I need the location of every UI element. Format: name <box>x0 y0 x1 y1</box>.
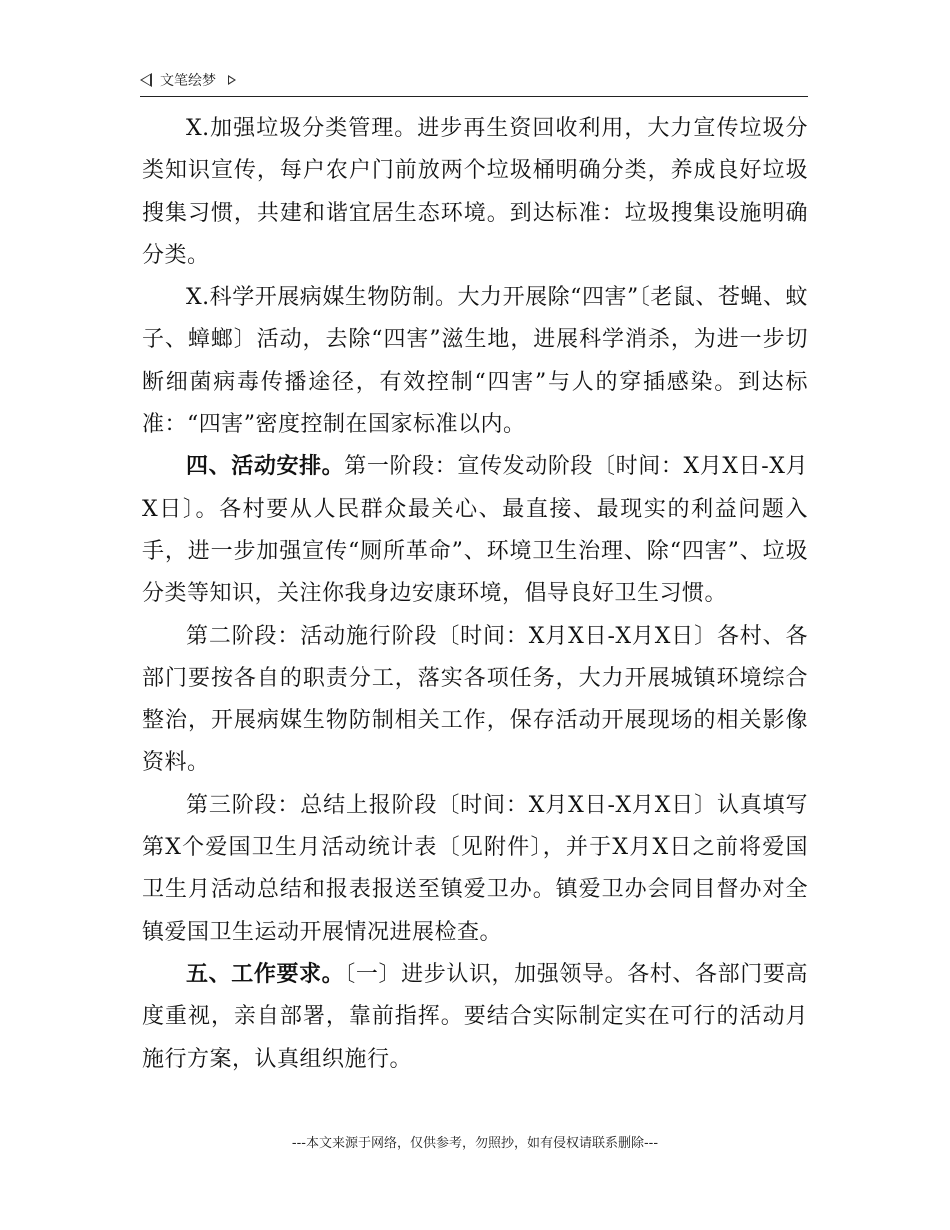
paragraph-work-requirements <box>142 954 808 1081</box>
section-heading-activity-arrangement: 四、活动安排。 <box>186 454 345 480</box>
page-footer-disclaimer: ---本文来源于网络，仅供参考，勿照抄，如有侵权请联系删除--- <box>291 1136 659 1151</box>
page-header <box>140 70 808 97</box>
paragraph-vector-control <box>142 277 808 446</box>
paragraph-activity-arrangement <box>142 446 808 615</box>
paragraph-text: X.科学开展病媒生物防制。大力开展除“四害”〔老鼠、苍蝇、蚊子、蟑螂〕活动，去除“四害”滋生地，进展科学消杀，为进一步切断细菌病毒传播途径，有效控制“四害”与人的穿插感染。到达标准：“四害”密度控制在国家标准以内。 <box>142 285 808 438</box>
paragraph-phase-two <box>142 616 808 785</box>
paragraph-text: 第三阶段：总结上报阶段〔时间：X月X日-X月X日〕认真填写第X个爱国卫生月活动统计表〔见附件〕，并于X月X日之前将爱国卫生月活动总结和报表报送至镇爱卫办。镇爱卫办会同目督办对全镇爱国卫生运动开展情况进展检查。 <box>142 792 808 945</box>
paragraph-text: 〔一〕进步认识，加强领导。各村、各部门要高度重视，亲自部署，靠前指挥。要结合实际制定实在可行的活动月施行方案，认真组织施行。 <box>142 961 808 1072</box>
header-title: 文笔绘梦 <box>160 73 216 89</box>
paragraph-waste-sorting <box>142 108 808 277</box>
right-triangle-icon <box>228 75 236 85</box>
paragraph-text: 第二阶段：活动施行阶段〔时间：X月X日-X月X日〕各村、各部门要按各自的职责分工，落实各项任务，大力开展城镇环境综合整治，开展病媒生物防制相关工作，保存活动开展现场的相关影像资料。 <box>142 623 808 776</box>
document-body <box>142 108 808 1081</box>
left-triangle-icon <box>140 73 152 87</box>
section-heading-work-requirements: 五、工作要求。 <box>186 961 345 987</box>
paragraph-phase-three <box>142 785 808 954</box>
paragraph-text: X.加强垃圾分类管理。进步再生资回收利用，大力宣传垃圾分类知识宣传，每户农户门前放两个垃圾桶明确分类，养成良好垃圾搜集习惯，共建和谐宜居生态环境。到达标准：垃圾搜集设施明确分类。 <box>142 116 808 268</box>
paragraph-text: 第一阶段：宣传发动阶段〔时间：X月X日-X月X日〕。各村要从人民群众最关心、最直接、最现实的利益问题入手，进一步加强宣传“厕所革命”、环境卫生治理、除“四害”、垃圾分类等知识，关注你我身边安康环境，倡导良好卫生习惯。 <box>142 454 808 607</box>
